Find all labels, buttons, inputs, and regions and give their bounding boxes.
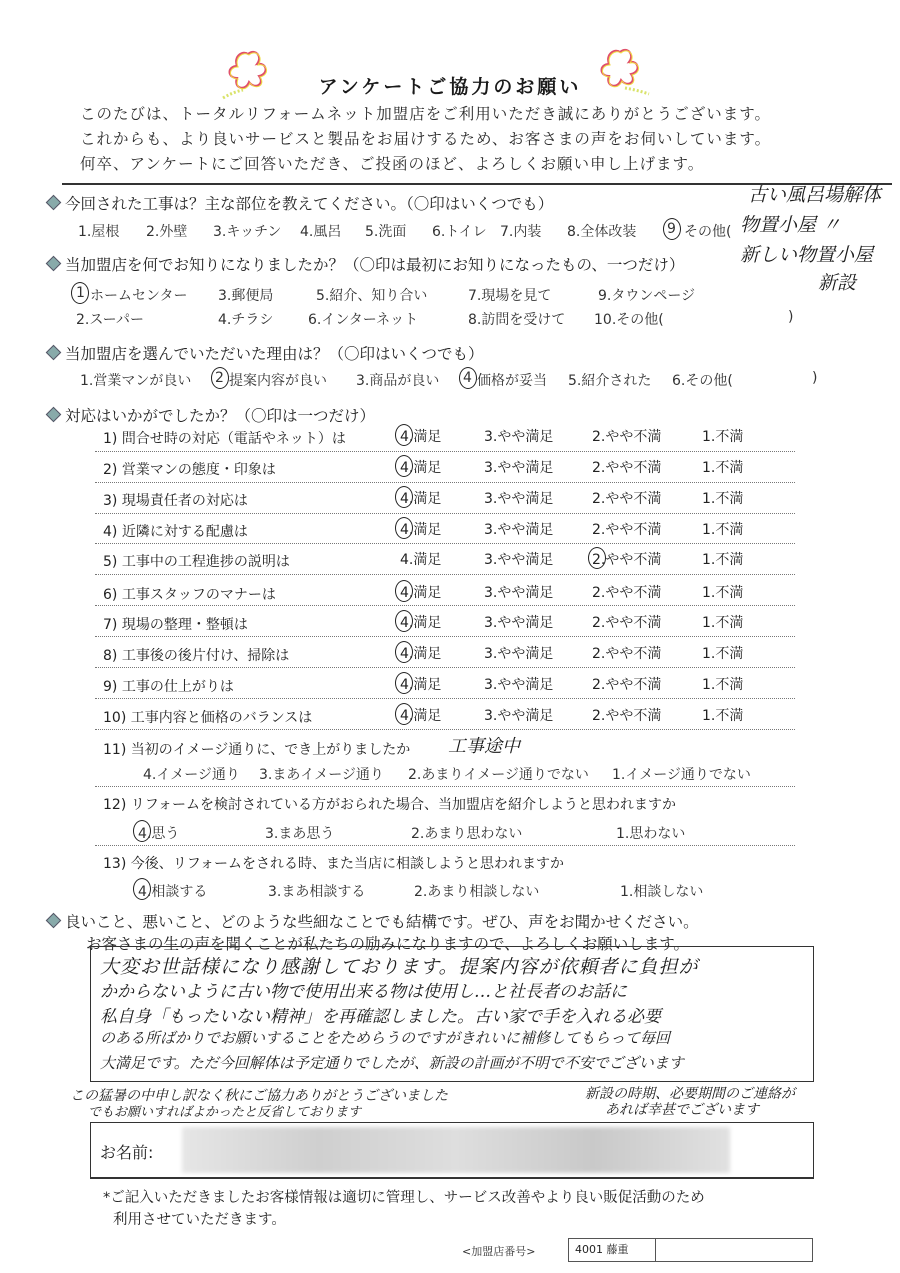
handwritten-other-1: 古い風呂場解体: [748, 184, 882, 206]
rating-satisfied[interactable]: 4.満足: [400, 585, 442, 601]
rating-dissatisfied[interactable]: 1.不満: [702, 646, 744, 662]
q12-option-4[interactable]: 4.思う: [138, 826, 180, 842]
rating-question: 4) 近隣に対する配慮は: [103, 524, 248, 540]
q13-option-1[interactable]: 1.相談しない: [620, 884, 704, 900]
selection-circle: [588, 547, 606, 569]
diamond-bullet-icon: [46, 195, 62, 211]
shop-number-value: 4001 藤重: [568, 1238, 656, 1262]
option-9-other[interactable]: その他(: [684, 224, 732, 240]
row-divider: [95, 543, 795, 544]
comment-line-1: 大変お世話様になり感謝しております。提案内容が依頼者に負担が: [100, 956, 699, 978]
handwritten-note-1: でもお願いすればよかったと反省しております: [88, 1105, 362, 1120]
question-work-type: 今回された工事は？主な部位を教えてください。（〇印はいくつでも）: [48, 192, 553, 214]
rating-somewhat-satisfied[interactable]: 3.やや満足: [484, 429, 554, 445]
handwritten-other-2: 物置小屋 〃: [740, 214, 842, 236]
rating-dissatisfied[interactable]: 1.不満: [702, 585, 744, 601]
q12-option-2[interactable]: 2.あまり思わない: [411, 826, 523, 842]
rating-somewhat-dissatisfied[interactable]: 2.やや不満: [592, 491, 662, 507]
rating-somewhat-satisfied[interactable]: 3.やや満足: [484, 677, 554, 693]
option-sales-good[interactable]: 1.営業マンが良い: [80, 373, 192, 389]
row-divider: [95, 513, 795, 514]
row-divider: [95, 451, 795, 452]
handwritten-other-3: 新しい物置小屋: [740, 244, 874, 266]
selection-circle: [395, 486, 413, 508]
rating-dissatisfied[interactable]: 1.不満: [702, 615, 744, 631]
option-town-page[interactable]: 9.タウンページ: [598, 288, 696, 304]
q13-question: 13) 今後、リフォームをされる時、また当店に相談しようと思われますか: [103, 856, 565, 872]
rating-somewhat-satisfied[interactable]: 3.やや満足: [484, 491, 554, 507]
rating-somewhat-satisfied[interactable]: 3.やや満足: [484, 708, 554, 724]
option-1[interactable]: 1.屋根: [78, 224, 120, 240]
q11-option-4[interactable]: 4.イメージ通り: [143, 767, 240, 783]
rating-satisfied[interactable]: 4.満足: [400, 552, 442, 568]
q11-question: 11) 当初のイメージ通りに、でき上がりましたか: [103, 742, 411, 758]
option-2[interactable]: 2.外壁: [146, 224, 188, 240]
rating-somewhat-dissatisfied[interactable]: 2.やや不満: [592, 708, 662, 724]
rating-somewhat-dissatisfied[interactable]: 2.やや不満: [592, 522, 662, 538]
name-label: お名前:: [100, 1143, 154, 1162]
q12-option-3[interactable]: 3.まあ思う: [265, 826, 335, 842]
rating-dissatisfied[interactable]: 1.不満: [702, 522, 744, 538]
option-2-number[interactable]: 2: [215, 370, 224, 386]
option-other-close: ): [788, 309, 794, 325]
rating-satisfied[interactable]: 4.満足: [400, 491, 442, 507]
option-referral[interactable]: 5.紹介、知り合い: [316, 288, 428, 304]
option-5[interactable]: 5.洗面: [365, 224, 407, 240]
row-divider: [95, 667, 795, 668]
rating-dissatisfied[interactable]: 1.不満: [702, 460, 744, 476]
selection-circle: [395, 424, 413, 446]
option-8[interactable]: 8.全体改装: [567, 224, 637, 240]
q12-option-1[interactable]: 1.思わない: [616, 826, 686, 842]
q11-option-1[interactable]: 1.イメージ通りでない: [612, 767, 751, 783]
rating-question: 9) 工事の仕上がりは: [103, 679, 234, 695]
rating-question: 5) 工事中の工程進捗の説明は: [103, 554, 290, 570]
q13-option-4[interactable]: 4.相談する: [138, 884, 208, 900]
rating-satisfied[interactable]: 4.満足: [400, 615, 442, 631]
option-product-good[interactable]: 3.商品が良い: [356, 373, 440, 389]
selection-circle: [395, 703, 413, 725]
rating-dissatisfied[interactable]: 1.不満: [702, 552, 744, 568]
option-supermarket[interactable]: 2.スーパー: [76, 312, 144, 328]
intro-line-3: 何卒、アンケートにご回答いただき、ご投函のほど、よろしくお願い申し上げます。: [80, 155, 705, 173]
rating-question: 10) 工事内容と価格のバランスは: [103, 710, 313, 726]
question-response: 対応はいかがでしたか？（〇印は一つだけ）: [48, 404, 375, 426]
handwritten-note-3: あれば幸甚でございます: [605, 1102, 759, 1118]
rating-satisfied[interactable]: 4.満足: [400, 708, 442, 724]
option-home-center[interactable]: ホームセンター: [90, 288, 188, 304]
intro-line-2: これからも、より良いサービスと製品をお届けするため、お客さまの声をお伺いしています。: [80, 130, 772, 148]
handwritten-q11: 工事途中: [448, 736, 520, 757]
question-reason: 当加盟店を選んでいただいた理由は？（〇印はいくつでも）: [48, 342, 484, 364]
option-other-close: ): [812, 370, 818, 386]
rating-somewhat-dissatisfied[interactable]: 2.やや不満: [592, 646, 662, 662]
option-other[interactable]: 10.その他(: [594, 312, 664, 328]
row-divider: [95, 729, 795, 730]
rating-question: 2) 営業マンの態度・印象は: [103, 462, 276, 478]
rating-question: 3) 現場責任者の対応は: [103, 493, 248, 509]
option-9-number[interactable]: 9: [667, 221, 676, 237]
name-redacted: [182, 1127, 730, 1173]
option-saw-site[interactable]: 7.現場を見て: [468, 288, 552, 304]
diamond-bullet-icon: [46, 913, 62, 929]
rating-question: 6) 工事スタッフのマナーは: [103, 587, 276, 603]
row-divider: [95, 482, 795, 483]
rating-satisfied[interactable]: 4.満足: [400, 460, 442, 476]
row-divider: [95, 845, 795, 846]
rating-satisfied[interactable]: 4.満足: [400, 522, 442, 538]
diamond-bullet-icon: [46, 256, 62, 272]
selection-circle: [395, 517, 413, 539]
q11-option-2[interactable]: 2.あまりイメージ通りでない: [408, 767, 589, 783]
rating-dissatisfied[interactable]: 1.不満: [702, 677, 744, 693]
diamond-bullet-icon: [46, 345, 62, 361]
rating-somewhat-dissatisfied[interactable]: 2.やや不満: [592, 552, 662, 568]
selection-circle: [395, 641, 413, 663]
rating-somewhat-dissatisfied[interactable]: 2.やや不満: [592, 615, 662, 631]
option-1-number[interactable]: 1: [76, 285, 85, 301]
option-4-number[interactable]: 4: [463, 370, 472, 386]
rating-somewhat-satisfied[interactable]: 3.やや満足: [484, 585, 554, 601]
rating-somewhat-satisfied[interactable]: 3.やや満足: [484, 615, 554, 631]
option-proposal-good[interactable]: 提案内容が良い: [229, 373, 327, 389]
row-divider: [95, 786, 795, 787]
option-price-fair[interactable]: 価格が妥当: [477, 373, 547, 389]
q13-option-3[interactable]: 3.まあ相談する: [268, 884, 366, 900]
rating-question: 7) 現場の整理・整頓は: [103, 617, 248, 633]
intro-line-1: このたびは、トータルリフォームネット加盟店をご利用いただき誠にありがとうございます。: [80, 105, 771, 123]
shop-extra-field: [655, 1238, 813, 1262]
rating-somewhat-dissatisfied[interactable]: 2.やや不満: [592, 585, 662, 601]
option-4[interactable]: 4.風呂: [300, 224, 342, 240]
comment-line-3: 私自身「もったいない精神」を再確認しました。古い家で手を入れる必要: [100, 1007, 661, 1027]
option-3[interactable]: 3.キッチン: [213, 224, 282, 240]
rating-somewhat-dissatisfied[interactable]: 2.やや不満: [592, 429, 662, 445]
shop-number-label: <加盟店番号>: [462, 1245, 536, 1258]
rating-somewhat-dissatisfied[interactable]: 2.やや不満: [592, 460, 662, 476]
rating-somewhat-satisfied[interactable]: 3.やや満足: [484, 646, 554, 662]
rating-question: 1) 問合せ時の対応（電話やネット）は: [103, 431, 346, 447]
rating-satisfied[interactable]: 4.満足: [400, 677, 442, 693]
row-divider: [95, 636, 795, 637]
comments-sublabel: お客さまの生の声を聞くことが私たちの励みになりますので、よろしくお願いします。: [86, 935, 689, 953]
rating-somewhat-satisfied[interactable]: 3.やや満足: [484, 522, 554, 538]
rating-satisfied[interactable]: 4.満足: [400, 646, 442, 662]
rating-satisfied[interactable]: 4.満足: [400, 429, 442, 445]
rating-dissatisfied[interactable]: 1.不満: [702, 708, 744, 724]
option-other[interactable]: 6.その他(: [672, 373, 733, 389]
q11-option-3[interactable]: 3.まあイメージ通り: [259, 767, 384, 783]
comment-line-5: 大満足です。ただ今回解体は予定通りでしたが、新設の計画が不明で不安でございます: [100, 1054, 684, 1072]
rating-somewhat-satisfied[interactable]: 3.やや満足: [484, 460, 554, 476]
rating-somewhat-dissatisfied[interactable]: 2.やや不満: [592, 677, 662, 693]
row-divider: [95, 605, 795, 606]
selection-circle: [395, 610, 413, 632]
rating-dissatisfied[interactable]: 1.不満: [702, 429, 744, 445]
row-divider: [95, 698, 795, 699]
thanks-line: この猛暑の中申し訳なく秋にご協力ありがとうございました: [70, 1088, 448, 1104]
option-flyer[interactable]: 4.チラシ: [218, 312, 274, 328]
option-visit[interactable]: 8.訪問を受けて: [468, 312, 566, 328]
question-how-found: 当加盟店を何でお知りになりましたか？（〇印は最初にお知りになったもの、一つだけ）: [48, 253, 684, 275]
comment-line-2: かからないように古い物で使用出来る物は使用し…と社長者のお話に: [100, 982, 627, 1002]
diamond-bullet-icon: [46, 407, 62, 423]
selection-circle: [395, 672, 413, 694]
option-post-office[interactable]: 3.郵便局: [218, 288, 274, 304]
page-title: アンケートご協力のお願い: [318, 76, 582, 98]
option-7[interactable]: 7.内装: [500, 224, 542, 240]
handwritten-other-4: 新設: [818, 272, 857, 294]
privacy-note-1: *ご記入いただきましたお客様情報は適切に管理し、サービス改善やより良い販促活動のため: [103, 1190, 705, 1206]
option-internet[interactable]: 6.インターネット: [308, 312, 419, 328]
q12-question: 12) リフォームを検討されている方がおられた場合、当加盟店を紹介しようと思われますか: [103, 797, 677, 813]
option-referred[interactable]: 5.紹介された: [568, 373, 652, 389]
rating-somewhat-satisfied[interactable]: 3.やや満足: [484, 552, 554, 568]
privacy-note-2: 利用させていただきます。: [113, 1212, 286, 1228]
rating-dissatisfied[interactable]: 1.不満: [702, 491, 744, 507]
comment-line-4: のある所ばかりでお願いすることをためらうのですがきれいに補修してもらって毎回: [100, 1029, 671, 1047]
rating-question: 8) 工事後の後片付け、掃除は: [103, 648, 290, 664]
comments-label: 良いこと、悪いこと、どのような些細なことでも結構です。ぜひ、声をお聞かせください。: [48, 910, 699, 932]
row-divider: [95, 574, 795, 575]
selection-circle: [395, 580, 413, 602]
selection-circle: [395, 455, 413, 477]
option-6[interactable]: 6.トイレ: [432, 224, 487, 240]
q13-option-2[interactable]: 2.あまり相談しない: [414, 884, 540, 900]
handwritten-note-2: 新設の時期、必要期間のご連絡が: [585, 1086, 795, 1102]
